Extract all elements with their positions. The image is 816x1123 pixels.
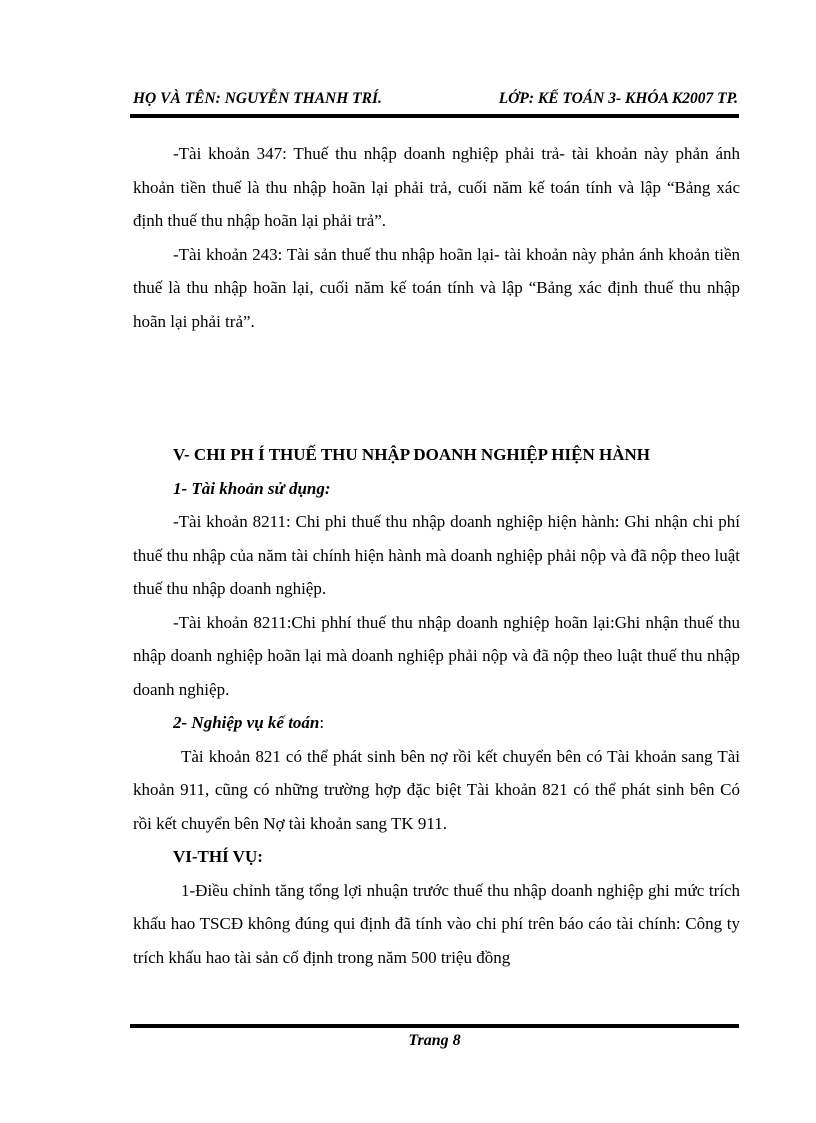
- header-class-info: LỚP: KẾ TOÁN 3- KHÓA K2007 TP.: [498, 90, 738, 107]
- header-divider: [130, 114, 739, 118]
- subheading-accounting-operations: [133, 706, 740, 740]
- document-body: [133, 137, 740, 974]
- section-5-title: V- CHI PH Í THUẾ THU NHẬP DOANH NGHIỆP HIỆN HÀNH: [173, 445, 650, 464]
- section-6-title: VI-THÍ VỤ:: [173, 847, 263, 866]
- paragraph-account-8211-current: -Tài khoản 8211: Chi phi thuế thu nhập doanh nghiệp hiện hành: Ghi nhận chi phí thuế thu nhập của năm tài chính hiện hành mà doanh nghiệp phải nộp và đã nộp theo luật thuế thu nhập doanh nghiệp.: [133, 512, 740, 598]
- footer-divider: [130, 1024, 739, 1028]
- page-number: Trang 8: [408, 1032, 461, 1049]
- paragraph-account-821: Tài khoản 821 có thể phát sinh bên nợ rồi kết chuyển bên có Tài khoản sang Tài khoản 911, cũng có những trường hợp đặc biệt Tài khoản 821 có thể phát sinh bên Có rồi kết chuyển bên Nợ tài khoản sang TK 911.: [133, 746, 740, 833]
- header-student-name: HỌ VÀ TÊN: NGUYỄN THANH TRÍ.: [133, 90, 382, 107]
- blank-space: [133, 338, 740, 438]
- paragraph-account-8211-deferred: -Tài khoản 8211:Chi phhí thuế thu nhập doanh nghiệp hoãn lại:Ghi nhận thuế thu nhập doanh nghiệp hoãn lại mà doanh nghiệp phải nộp và đã nộp theo luật thuế thu nhập doanh nghiệp.: [133, 612, 740, 699]
- paragraph-account-347: -Tài khoản 347: Thuế thu nhập doanh nghiệp phải trả- tài khoản này phản ánh khoản tiền thuế là thu nhập hoãn lại phải trả, cuối năm kế toán tính và lập “Bảng xác định thuế thu nhập hoãn lại phải trả”.: [133, 144, 740, 230]
- subheading-accounts-used: 1- Tài khoản sử dụng:: [173, 478, 331, 498]
- subheading-accounting-operations-text: 2- Nghiệp vụ kế toán: [173, 713, 320, 732]
- paragraph-example-1: 1-Điều chỉnh tăng tổng lợi nhuận trước thuế thu nhập doanh nghiệp ghi mức trích khấu hao TSCĐ không đúng qui định đã tính vào chi phí trên báo cáo tài chính: Công ty trích khấu hao tài sản cố định trong năm 500 triệu đồng: [133, 880, 740, 967]
- subheading-colon: :: [319, 713, 325, 732]
- page-header: [133, 90, 738, 108]
- paragraph-account-243: -Tài khoản 243: Tài sản thuế thu nhập hoãn lại- tài khoản này phản ánh khoản tiền thuế là thu nhập hoãn lại, cuối năm kế toán tính và lập “Bảng xác định thuế thu nhập hoãn lại phải trả”.: [133, 244, 740, 331]
